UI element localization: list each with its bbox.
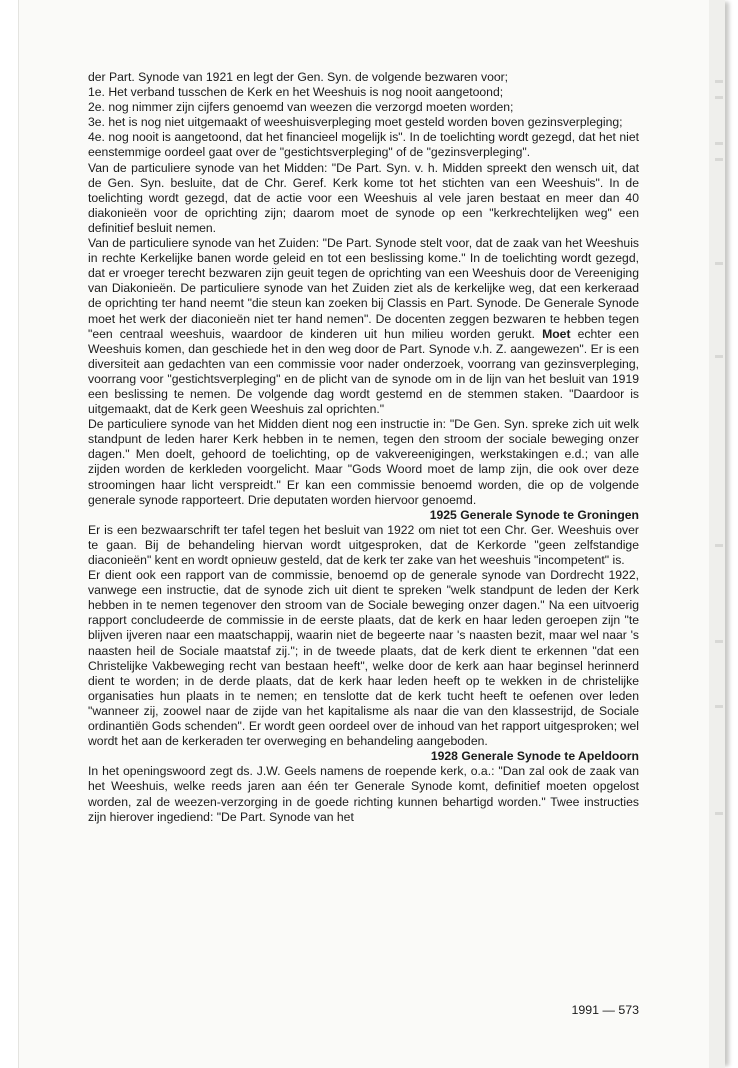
facing-page-edge: [709, 0, 725, 1068]
paragraph-text: Van de particuliere synode van het Zuiden: "De Part. Synode stelt voor, dat de zaak van het Weeshuis in rechte Kerkelijke banen worde geleid en tot een beslissing kome." In de toelichting wordt gezegd, dat er vroeger terecht bezwaren zijn geuit tegen de oprichting van een Weeshuis door de Vereeniging van Diakonieën. De particuliere synode van het Zuiden ziet als de kerkelijke weg, dat een kerkeraad de oprichting ter hand neemt "die steun kan zoeken bij Classis en Part. Synode. De Generale Synode moet het werk der diaconieën niet ter hand nemen". De docenten zeggen bezwaren te hebben tegen "een centraal weeshuis, waardoor de kinderen uit hun milieu worden gerukt.: [88, 236, 639, 341]
paragraph: [88, 236, 639, 417]
paragraph: 2e. nog nimmer zijn cijfers genoemd van weezen die verzorgd moeten worden;: [88, 100, 514, 115]
paragraph: Er dient ook een rapport van de commissie, benoemd op de generale synode van Dordrecht 1922, vanwege een instructie, dat de synode zich uit dient te spreken "welk standpunt de leden der Kerk hebben in te nemen tegenover den stroom van de Sociale beweging onzer dagen." Na een uitvoerig rapport concludeerde de commissie in de eerste plaats, dat de kerk en haar leden geroepen zijn "te blijven ijveren naar een maatschappij, waarin niet de begeerte naar 's naasten bezit, maar wel naar 's naasten heil de Sociale maatstaf zij."; in de tweede plaats, dat de kerk dient te erkennen "dat een Christelijke Vakbeweging recht van bestaan heeft", welke door de kerk aan haar beginsel herinnerd dient te worden; in de derde plaats, dat de kerk haar leden heeft op te wekken in de christelijke organisaties hun plaats in te nemen; en tenslotte dat de kerk tucht heeft te oefenen over leden "wanneer zij, zoowel naar de zijde van het kapitalisme als naar die van den klassestrijd, de Sociale ordinantiën Gods schenden". Er wordt geen oordeel over de inhoud van het rapport uitgesproken; wel wordt het aan de kerkeraden ter overweging en behandeling aangeboden.: [88, 568, 639, 749]
paragraph-text: echter een Weeshuis komen, dan geschiede het in den weg door de Part. Synode v.h. Z. aangewezen". Er is een diversiteit aan gedachten van een commissie voor nader onderzoek, voorrang van gezinsverpleging, voorrang voor "gestichtsverpleging" en de plicht van de synode om in de lijn van het besluit van 1919 een beslissing te nemen. De volgende dag wordt gestemd en de stemmen staken. "Daardoor is uitgemaakt, dat de Kerk geen Weeshuis zal oprichten.": [88, 326, 639, 417]
paragraph: 1e. Het verband tusschen de Kerk en het Weeshuis is nog nooit aangetoond;: [88, 85, 504, 100]
section-heading-apeldoorn: 1928 Generale Synode te Apeldoorn: [430, 749, 639, 764]
paragraph: De particuliere synode van het Midden dient nog een instructie in: "De Gen. Syn. spreke zich uit welk standpunt de leden harer Kerk hebben in te nemen, tegen den stroom der sociale beweging onzer dagen." Men doelt, gehoord de toelichting, op de vakvereenigingen, werkstakingen e.d.; van alle zijden worden de kerkleden voorgelicht. Maar "Gods Woord moet de lamp zijn, die ook over deze stroomingen haar licht verspreidt." Er kan een commissie benoemd worden, die op de volgende generale synode rapporteert. Drie deputaten worden hiervoor genoemd.: [88, 417, 639, 507]
body-text: [88, 70, 639, 825]
paragraph: der Part. Synode van 1921 en legt der Gen. Syn. de volgende bezwaren voor;: [88, 70, 509, 84]
paragraph: Van de particuliere synode van het Midden: "De Part. Syn. v. h. Midden spreekt den wensch uit, dat de Gen. Syn. besluite, dat de Chr. Geref. Kerk kome tot het stichten van een Weeshuis". In de toelichting wordt gezegd, dat de actie voor een Weeshuis al vele jaren bestaat en meer dan 40 diakonieën voor de oprichting zijn; daarom moet de synode op een "kerkrechtelijken weg" een definitief besluit nemen.: [88, 160, 639, 235]
section-heading-groningen: 1925 Generale Synode te Groningen: [429, 507, 639, 522]
page-number: 1991 — 573: [571, 1003, 639, 1017]
paragraph: In het openingswoord zegt ds. J.W. Geels namens de roepende kerk, o.a.: "Dan zal ook de zaak van het Weeshuis, welke reeds jaren aan één ter Generale Synode komt, definitief moeten opgelost worden, zal de weezen-verzorging in de goede richting kunnen behartigd worden." Twee instructies zijn hierover ingediend: "De Part. Synode van het: [88, 764, 639, 824]
paragraph: Er is een bezwaarschrift ter tafel tegen het besluit van 1922 om niet tot een Chr. Ger. Weeshuis over te gaan. Bij de behandeling hiervan wordt uitgesproken, dat de Kerkorde "geen zelfstandige diaconieën" kent en wordt opnieuw gesteld, dat de kerk ter zake van het weeshuis "incompetent" is.: [88, 522, 639, 567]
paragraph: 4e. nog nooit is aangetoond, dat het financieel mogelijk is". In de toelichting wordt gezegd, dat het niet eenstemmige oordeel gaat over de "gestichtsverpleging" of de "gezinsverpleging".: [88, 130, 639, 160]
paragraph: 3e. het is nog niet uitgemaakt of weeshuisverpleging moet gesteld worden boven gezinsverpleging;: [88, 115, 623, 130]
emphasis-word: Moet: [542, 326, 571, 341]
